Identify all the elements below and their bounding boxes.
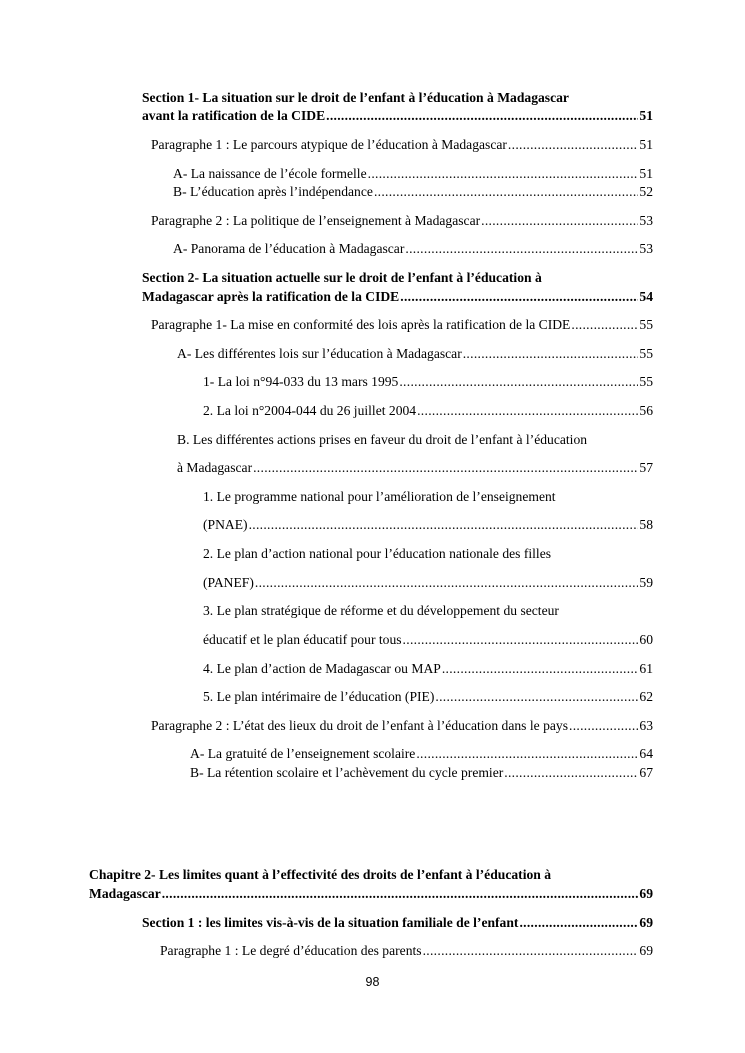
toc-page-number: 56 (639, 403, 653, 418)
toc-page-number: 51 (639, 108, 653, 123)
toc-label: Paragraphe 1- La mise en conformité des lois après la ratification de la CIDE (151, 317, 571, 332)
page-number: 98 (365, 975, 380, 989)
toc-page-number: 69 (639, 915, 653, 930)
leader-dots (253, 459, 638, 476)
toc-paragraph2-entry[interactable] (151, 212, 653, 229)
toc-label: A- Les différentes lois sur l’éducation à Madagascar (177, 346, 462, 361)
leader-dots (374, 183, 638, 200)
toc-page-number: 55 (639, 346, 653, 361)
toc-item-2a[interactable] (173, 240, 653, 257)
toc-label: A- Panorama de l’éducation à Madagascar (173, 241, 405, 256)
leader-dots (463, 345, 639, 362)
toc-page-number: 58 (639, 517, 653, 532)
toc-section2-entry[interactable] (142, 288, 653, 305)
toc-page-number: 64 (639, 746, 653, 761)
toc-label: Section 1 : les limites vis-à-vis de la situation familiale de l’enfant (142, 915, 519, 930)
toc-s2-item-a[interactable] (177, 345, 653, 362)
toc-label: 5. Le plan intérimaire de l’éducation (PIE) (203, 689, 435, 704)
toc-page-number: 57 (639, 460, 653, 475)
leader-dots (504, 764, 638, 781)
toc-page-number: 69 (639, 943, 653, 958)
toc-action1-line1: 1. Le programme national pour l’amélioration de l’enseignement (203, 489, 556, 504)
toc-s2-item-b-line1: B. Les différentes actions prises en faveur du droit de l’enfant à l’éducation (177, 432, 588, 447)
toc-page-number: 51 (639, 166, 653, 181)
leader-dots (481, 212, 638, 229)
toc-action3-entry[interactable] (203, 631, 653, 648)
toc-label: B- La rétention scolaire et l’achèvement du cycle premier (190, 765, 504, 780)
leader-dots (571, 316, 638, 333)
toc-label: avant la ratification de la CIDE (142, 108, 326, 123)
toc-label: Paragraphe 1 : Le parcours atypique de l’éducation à Madagascar (151, 137, 507, 152)
leader-dots (416, 745, 638, 762)
toc-label: (PANEF) (203, 575, 254, 590)
leader-dots (519, 914, 638, 931)
toc-page-number: 52 (639, 184, 653, 199)
toc-label: A- La naissance de l’école formelle (173, 166, 367, 181)
leader-dots (162, 885, 639, 902)
toc-s2-paragraph1-entry[interactable] (151, 316, 653, 333)
toc-s2p2-item-b[interactable] (190, 764, 653, 781)
toc-section2-title-line1: Section 2- La situation actuelle sur le droit de l’enfant à l’éducation à (142, 270, 542, 285)
leader-dots (435, 688, 638, 705)
toc-label: 2. La loi n°2004-044 du 26 juillet 2004 (203, 403, 417, 418)
leader-dots (368, 165, 639, 182)
toc-page-number: 51 (639, 137, 653, 152)
toc-page-number: 63 (639, 718, 653, 733)
leader-dots (255, 574, 639, 591)
toc-ch2-paragraph1-entry[interactable] (160, 942, 653, 959)
toc-page-number: 55 (639, 317, 653, 332)
toc-page-number: 54 (639, 289, 653, 304)
toc-page-number: 59 (639, 575, 653, 590)
leader-dots (399, 373, 638, 390)
toc-action1-entry[interactable] (203, 516, 653, 533)
toc-action5-entry[interactable] (203, 688, 653, 705)
toc-item-1b[interactable] (173, 183, 653, 200)
toc-section1-entry[interactable] (142, 107, 653, 124)
toc-label: Madagascar (89, 886, 161, 901)
toc-label: Paragraphe 1 : Le degré d’éducation des parents (160, 943, 422, 958)
toc-chapter2-entry[interactable] (89, 885, 653, 902)
toc-action2-entry[interactable] (203, 574, 653, 591)
toc-label: à Madagascar (177, 460, 253, 475)
toc-label: (PNAE) (203, 517, 248, 532)
toc-label: Paragraphe 2 : L’état des lieux du droit de l’enfant à l’éducation dans le pays (151, 718, 568, 733)
toc-label: 4. Le plan d’action de Madagascar ou MAP (203, 661, 441, 676)
leader-dots (423, 942, 639, 959)
toc-label: B- L’éducation après l’indépendance (173, 184, 373, 199)
toc-section1-title-line1: Section 1- La situation sur le droit de l’enfant à l’éducation à Madagascar (142, 90, 569, 105)
toc-s2p2-item-a[interactable] (190, 745, 653, 762)
leader-dots (403, 631, 639, 648)
toc-s2-item-b-entry[interactable] (177, 459, 653, 476)
toc-action2-line1: 2. Le plan d’action national pour l’éducation nationale des filles (203, 546, 552, 561)
leader-dots (249, 516, 639, 533)
toc-law1-entry[interactable] (203, 373, 653, 390)
leader-dots (400, 288, 638, 305)
toc-page-number: 60 (639, 632, 653, 647)
toc-page-number: 61 (639, 661, 653, 676)
toc-page-number: 69 (639, 886, 653, 901)
leader-dots (508, 136, 638, 153)
toc-action3-line1: 3. Le plan stratégique de réforme et du développement du secteur (203, 603, 559, 618)
leader-dots (417, 402, 638, 419)
leader-dots (442, 660, 639, 677)
toc-label: 1- La loi n°94-033 du 13 mars 1995 (203, 374, 399, 389)
toc-page-number: 53 (639, 213, 653, 228)
toc-action4-entry[interactable] (203, 660, 653, 677)
toc-page-number: 62 (639, 689, 653, 704)
toc-label: Madagascar après la ratification de la CIDE (142, 289, 400, 304)
toc-label: éducatif et le plan éducatif pour tous (203, 632, 402, 647)
toc-page-number: 67 (639, 765, 653, 780)
toc-paragraph1-entry[interactable] (151, 136, 653, 153)
toc-label: A- La gratuité de l’enseignement scolaire (190, 746, 416, 761)
leader-dots (326, 107, 638, 124)
leader-dots (405, 240, 638, 257)
toc-chapter2-title-line1: Chapitre 2- Les limites quant à l’effectivité des droits de l’enfant à l’éducation à (89, 867, 552, 882)
toc-law2-entry[interactable] (203, 402, 653, 419)
toc-ch2-section1-entry[interactable] (142, 914, 653, 931)
leader-dots (569, 717, 638, 734)
toc-s2-paragraph2-entry[interactable] (151, 717, 653, 734)
toc-label: Paragraphe 2 : La politique de l’enseignement à Madagascar (151, 213, 481, 228)
toc-item-1a[interactable] (173, 165, 653, 182)
toc-page-number: 53 (639, 241, 653, 256)
toc-page-number: 55 (639, 374, 653, 389)
